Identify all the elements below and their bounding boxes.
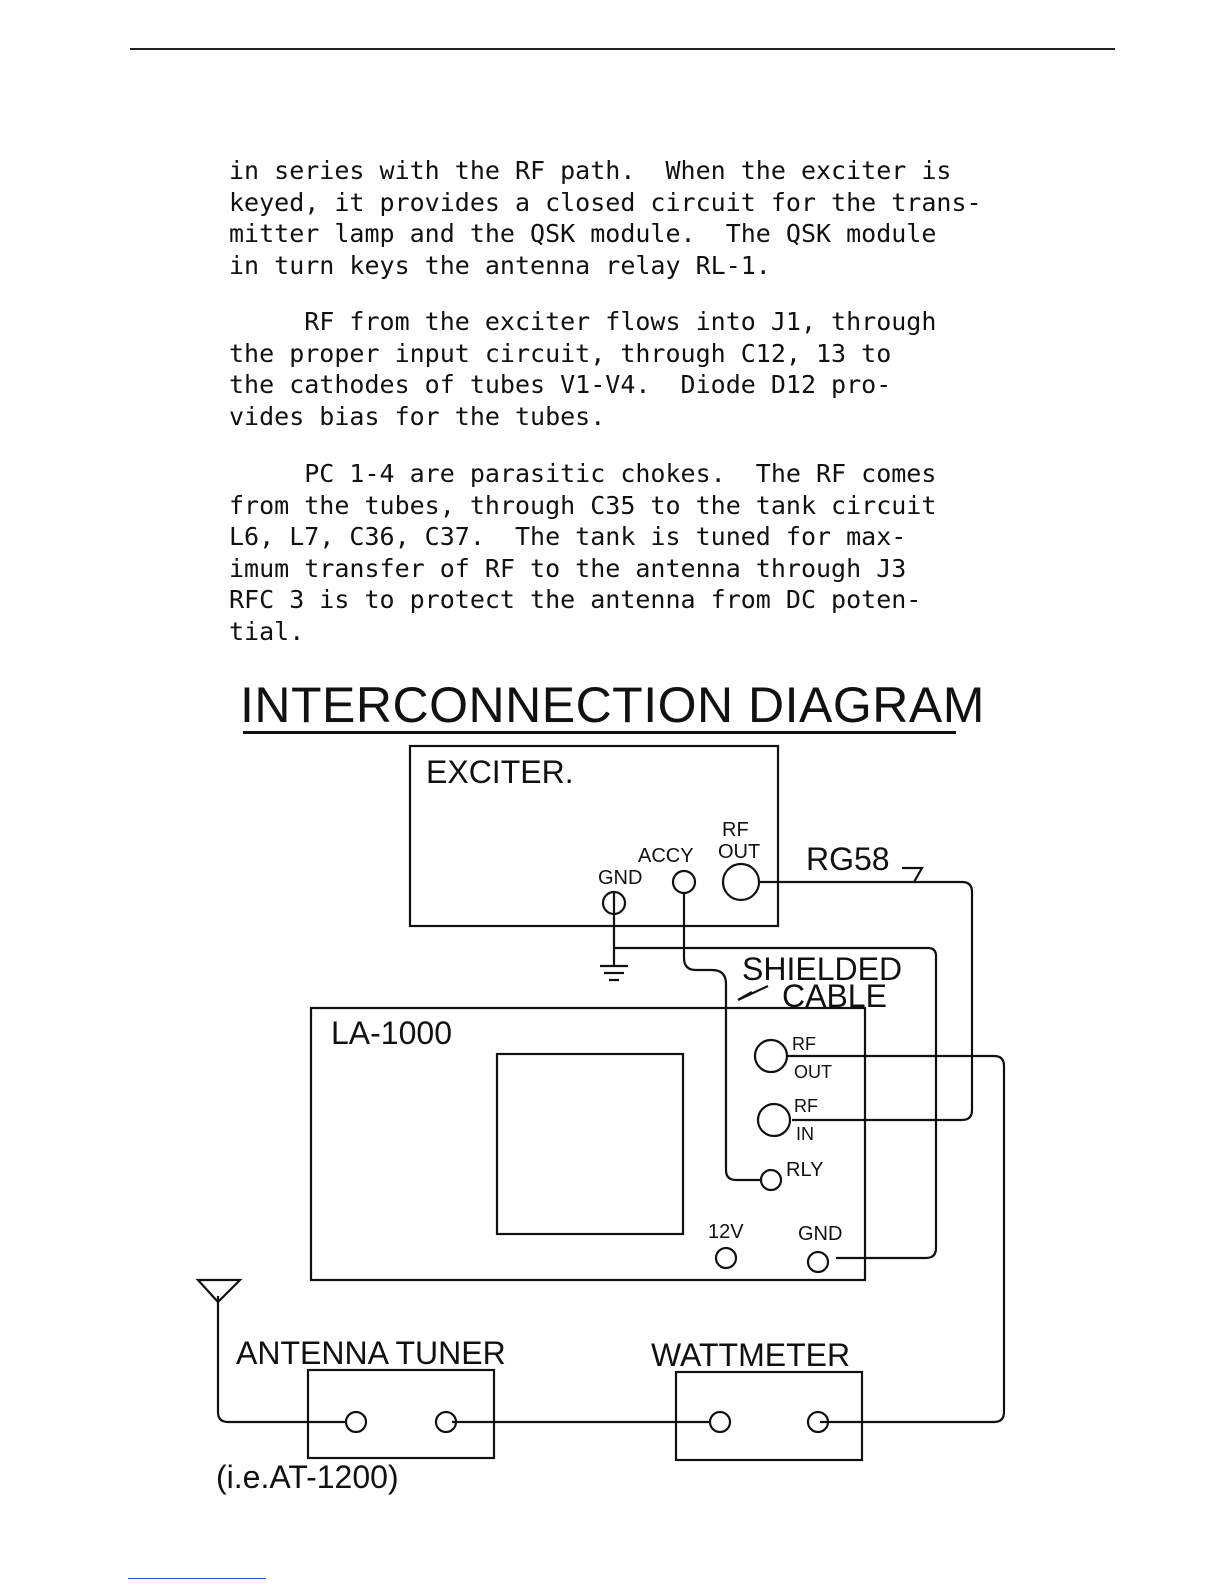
ground-icon [600,966,628,980]
antenna-tuner-label: ANTENNA TUNER [236,1335,506,1371]
la1000-rly-label: RLY [786,1159,824,1181]
text-line: RF from the exciter flows into J1, through [229,307,937,336]
la1000-in-label: IN [796,1124,814,1144]
exciter-accy-jack [673,871,695,893]
text-line: the cathodes of tubes V1-V4. Diode D12 pro- [229,370,892,399]
diagram-title: INTERCONNECTION DIAGRAM [240,677,985,733]
text-line: from the tubes, through C35 to the tank circuit [229,490,937,520]
text-line: in turn keys the antenna relay RL-1. [229,250,771,280]
tuner-out-jack [346,1412,366,1432]
rg58-label: RG58 [806,841,890,877]
text-line: imum transfer of RF to the antenna through J3 [229,553,907,583]
la1000-meter-window [497,1054,683,1234]
cable-label: CABLE [782,978,887,1014]
la1000-12v-jack [716,1248,736,1268]
text-line: RFC 3 is to protect the antenna from DC poten- [229,585,922,614]
exciter-rf-label: RF [722,819,749,841]
text-line: in series with the RF path. When the exciter is [229,156,952,185]
la1000-rf-in-jack [758,1104,790,1136]
text-line: the proper input circuit, through C12, 13 to [229,338,892,368]
la1000-gnd-label: GND [798,1223,843,1245]
la1000-rf-in-label: RF [794,1096,818,1116]
la1000-out-label: OUT [794,1062,832,1082]
la1000-rly-jack [761,1170,781,1190]
la1000-rf-out-label: RF [792,1034,816,1054]
text-line: vides bias for the tubes. [229,401,606,431]
exciter-accy-label: ACCY [638,845,694,867]
antenna-tuner-note: (i.e.AT-1200) [216,1459,399,1495]
exciter-label: EXCITER. [426,754,574,790]
text-line: PC 1-4 are parasitic chokes. The RF comes [229,459,937,488]
wattmeter-box [676,1372,862,1460]
wattmeter-out-jack [710,1412,730,1432]
wattmeter-label: WATTMETER [651,1337,851,1373]
exciter-gnd-label: GND [598,867,643,889]
shielded-label: SHIELDED [742,951,903,987]
text-line: keyed, it provides a closed circuit for the trans- [229,187,982,217]
exciter-rf-out-jack [723,864,759,900]
bottom-rule [128,1578,266,1579]
antenna-tuner-box [308,1370,494,1458]
shielded-cable [684,893,760,1180]
la1000-rf-out-jack [755,1040,787,1072]
text-line: tial. [229,616,305,646]
exciter-out-label: OUT [718,841,761,863]
text-line: mitter lamp and the QSK module. The QSK module [229,219,937,248]
la1000-gnd-jack [808,1252,828,1272]
shielded-pointer [738,986,768,1000]
text-line: L6, L7, C36, C37. The tank is tuned for max- [229,522,907,551]
la1000-12v-label: 12V [708,1221,744,1243]
la1000-label: LA-1000 [331,1015,452,1051]
rg58-pointer [902,868,922,882]
